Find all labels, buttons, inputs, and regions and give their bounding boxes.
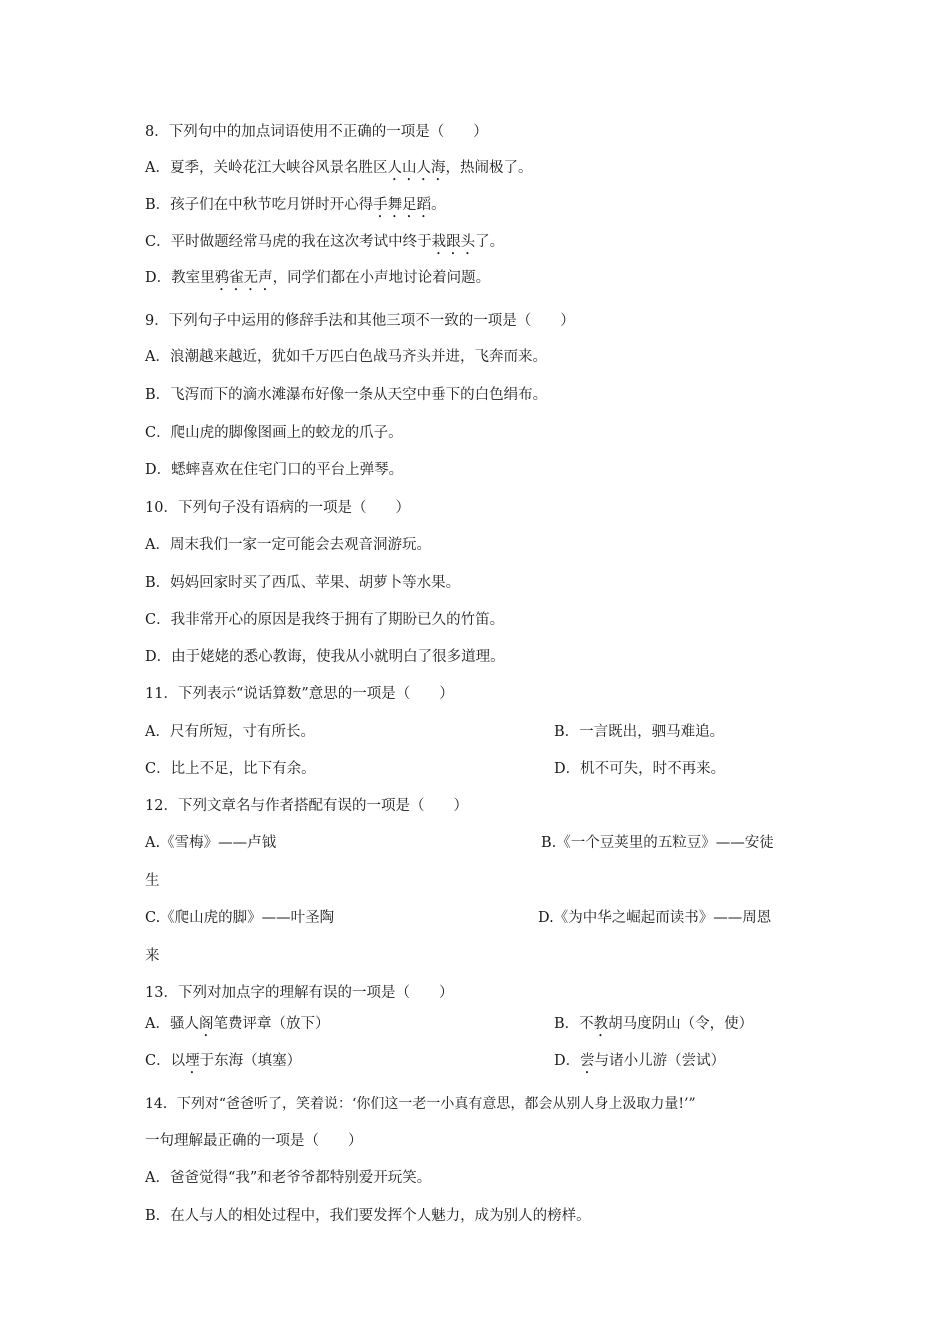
- emphasis-dots: 鸦雀无声: [214, 270, 273, 286]
- q13-option-d: D．尝与诸小儿游（尝试）: [554, 1053, 726, 1069]
- emphasis-dot: 教: [593, 1016, 609, 1032]
- q14-option-b: B．在人与人的相处过程中，我们要发挥个人魅力，成为别人的榜样。: [145, 1208, 591, 1224]
- emphasis-dot: 堙: [185, 1053, 200, 1069]
- q10-stem: 10．下列句子没有语病的一项是（ ）: [145, 500, 410, 516]
- emphasis-dots: 人山人海: [387, 160, 446, 176]
- q10-option-a: A．周末我们一家一定可能会去观音洞游玩。: [145, 537, 431, 553]
- q9-option-b: B．飞泻而下的滴水滩瀑布好像一条从天空中垂下的白色绢布。: [145, 387, 548, 403]
- q10-option-c: C．我非常开心的原因是我终于拥有了期盼已久的竹笛。: [145, 612, 505, 628]
- q11-option-d: D．机不可失，时不再来。: [554, 761, 726, 777]
- q12-stem: 12．下列文章名与作者搭配有误的一项是（ ）: [145, 798, 468, 814]
- emphasis-dot: 尝: [580, 1053, 595, 1069]
- q12-option-a: A.《雪梅》——卢钺: [145, 835, 277, 851]
- q10-option-d: D．由于姥姥的悉心教诲，使我从小就明白了很多道理。: [145, 649, 505, 665]
- q10-option-b: B．妈妈回家时买了西瓜、苹果、胡萝卜等水果。: [145, 575, 461, 591]
- q9-option-a: A．浪潮越来越近，犹如千万匹白色战马齐头并进，飞奔而来。: [145, 349, 547, 365]
- q12-option-c: C.《爬山虎的脚》——叶圣陶: [145, 910, 335, 926]
- q9-stem: 9．下列句子中运用的修辞手法和其他三项不一致的一项是（ ）: [145, 313, 575, 329]
- q13-option-a: A．骚人阁笔费评章（放下）: [145, 1016, 330, 1032]
- q12-option-d-wrap: 来: [145, 948, 160, 964]
- q8-option-d: D．教室里鸦雀无声，同学们都在小声地讨论着问题。: [145, 270, 491, 286]
- q12-option-d: D.《为中华之崛起而读书》——周恩: [538, 910, 772, 926]
- q11-option-c: C．比上不足，比下有余。: [145, 761, 316, 777]
- q8-option-c: C．平时做题经常马虎的我在这次考试中终于栽跟头了。: [145, 234, 505, 250]
- q12-option-b: B.《一个豆荚里的五粒豆》——安徒: [541, 835, 774, 851]
- q8-option-b: B．孩子们在中秋节吃月饼时开心得手舞足蹈。: [145, 197, 446, 213]
- emphasis-dots: 栽跟头: [431, 234, 476, 250]
- q9-option-c: C．爬山虎的脚像图画上的蛟龙的爪子。: [145, 425, 403, 441]
- q11-option-a: A．尺有所短，寸有所长。: [145, 724, 315, 740]
- q13-option-c: C．以堙于东海（填塞）: [145, 1053, 302, 1069]
- q14-stem-line1: 14．下列对“爸爸听了，笑着说：‘你们这一老一小真有意思，都会从别人身上汲取力量!’”: [145, 1096, 696, 1112]
- q8-option-a: A．夏季，关岭花江大峡谷风景名胜区人山人海，热闹极了。: [145, 160, 533, 176]
- q12-option-b-wrap: 生: [145, 873, 160, 889]
- q14-stem-line2: 一句理解最正确的一项是（ ）: [145, 1133, 363, 1149]
- q9-option-d: D．蟋蟀喜欢在住宅门口的平台上弹琴。: [145, 462, 404, 478]
- emphasis-dots: 手舞足蹈: [373, 197, 432, 213]
- q13-stem: 13．下列对加点字的理解有误的一项是（ ）: [145, 985, 454, 1001]
- q11-stem: 11．下列表示“说话算数”意思的一项是（ ）: [145, 686, 454, 702]
- q13-option-b: B．不教胡马度阴山（令，使）: [554, 1016, 754, 1032]
- q11-option-b: B．一言既出，驷马难追。: [554, 724, 725, 740]
- q14-option-a: A．爸爸觉得“我”和老爷爷都特别爱开玩笑。: [145, 1170, 432, 1186]
- emphasis-dot: 阁: [198, 1016, 214, 1032]
- q8-stem: 8．下列句中的加点词语使用不正确的一项是（ ）: [145, 124, 488, 140]
